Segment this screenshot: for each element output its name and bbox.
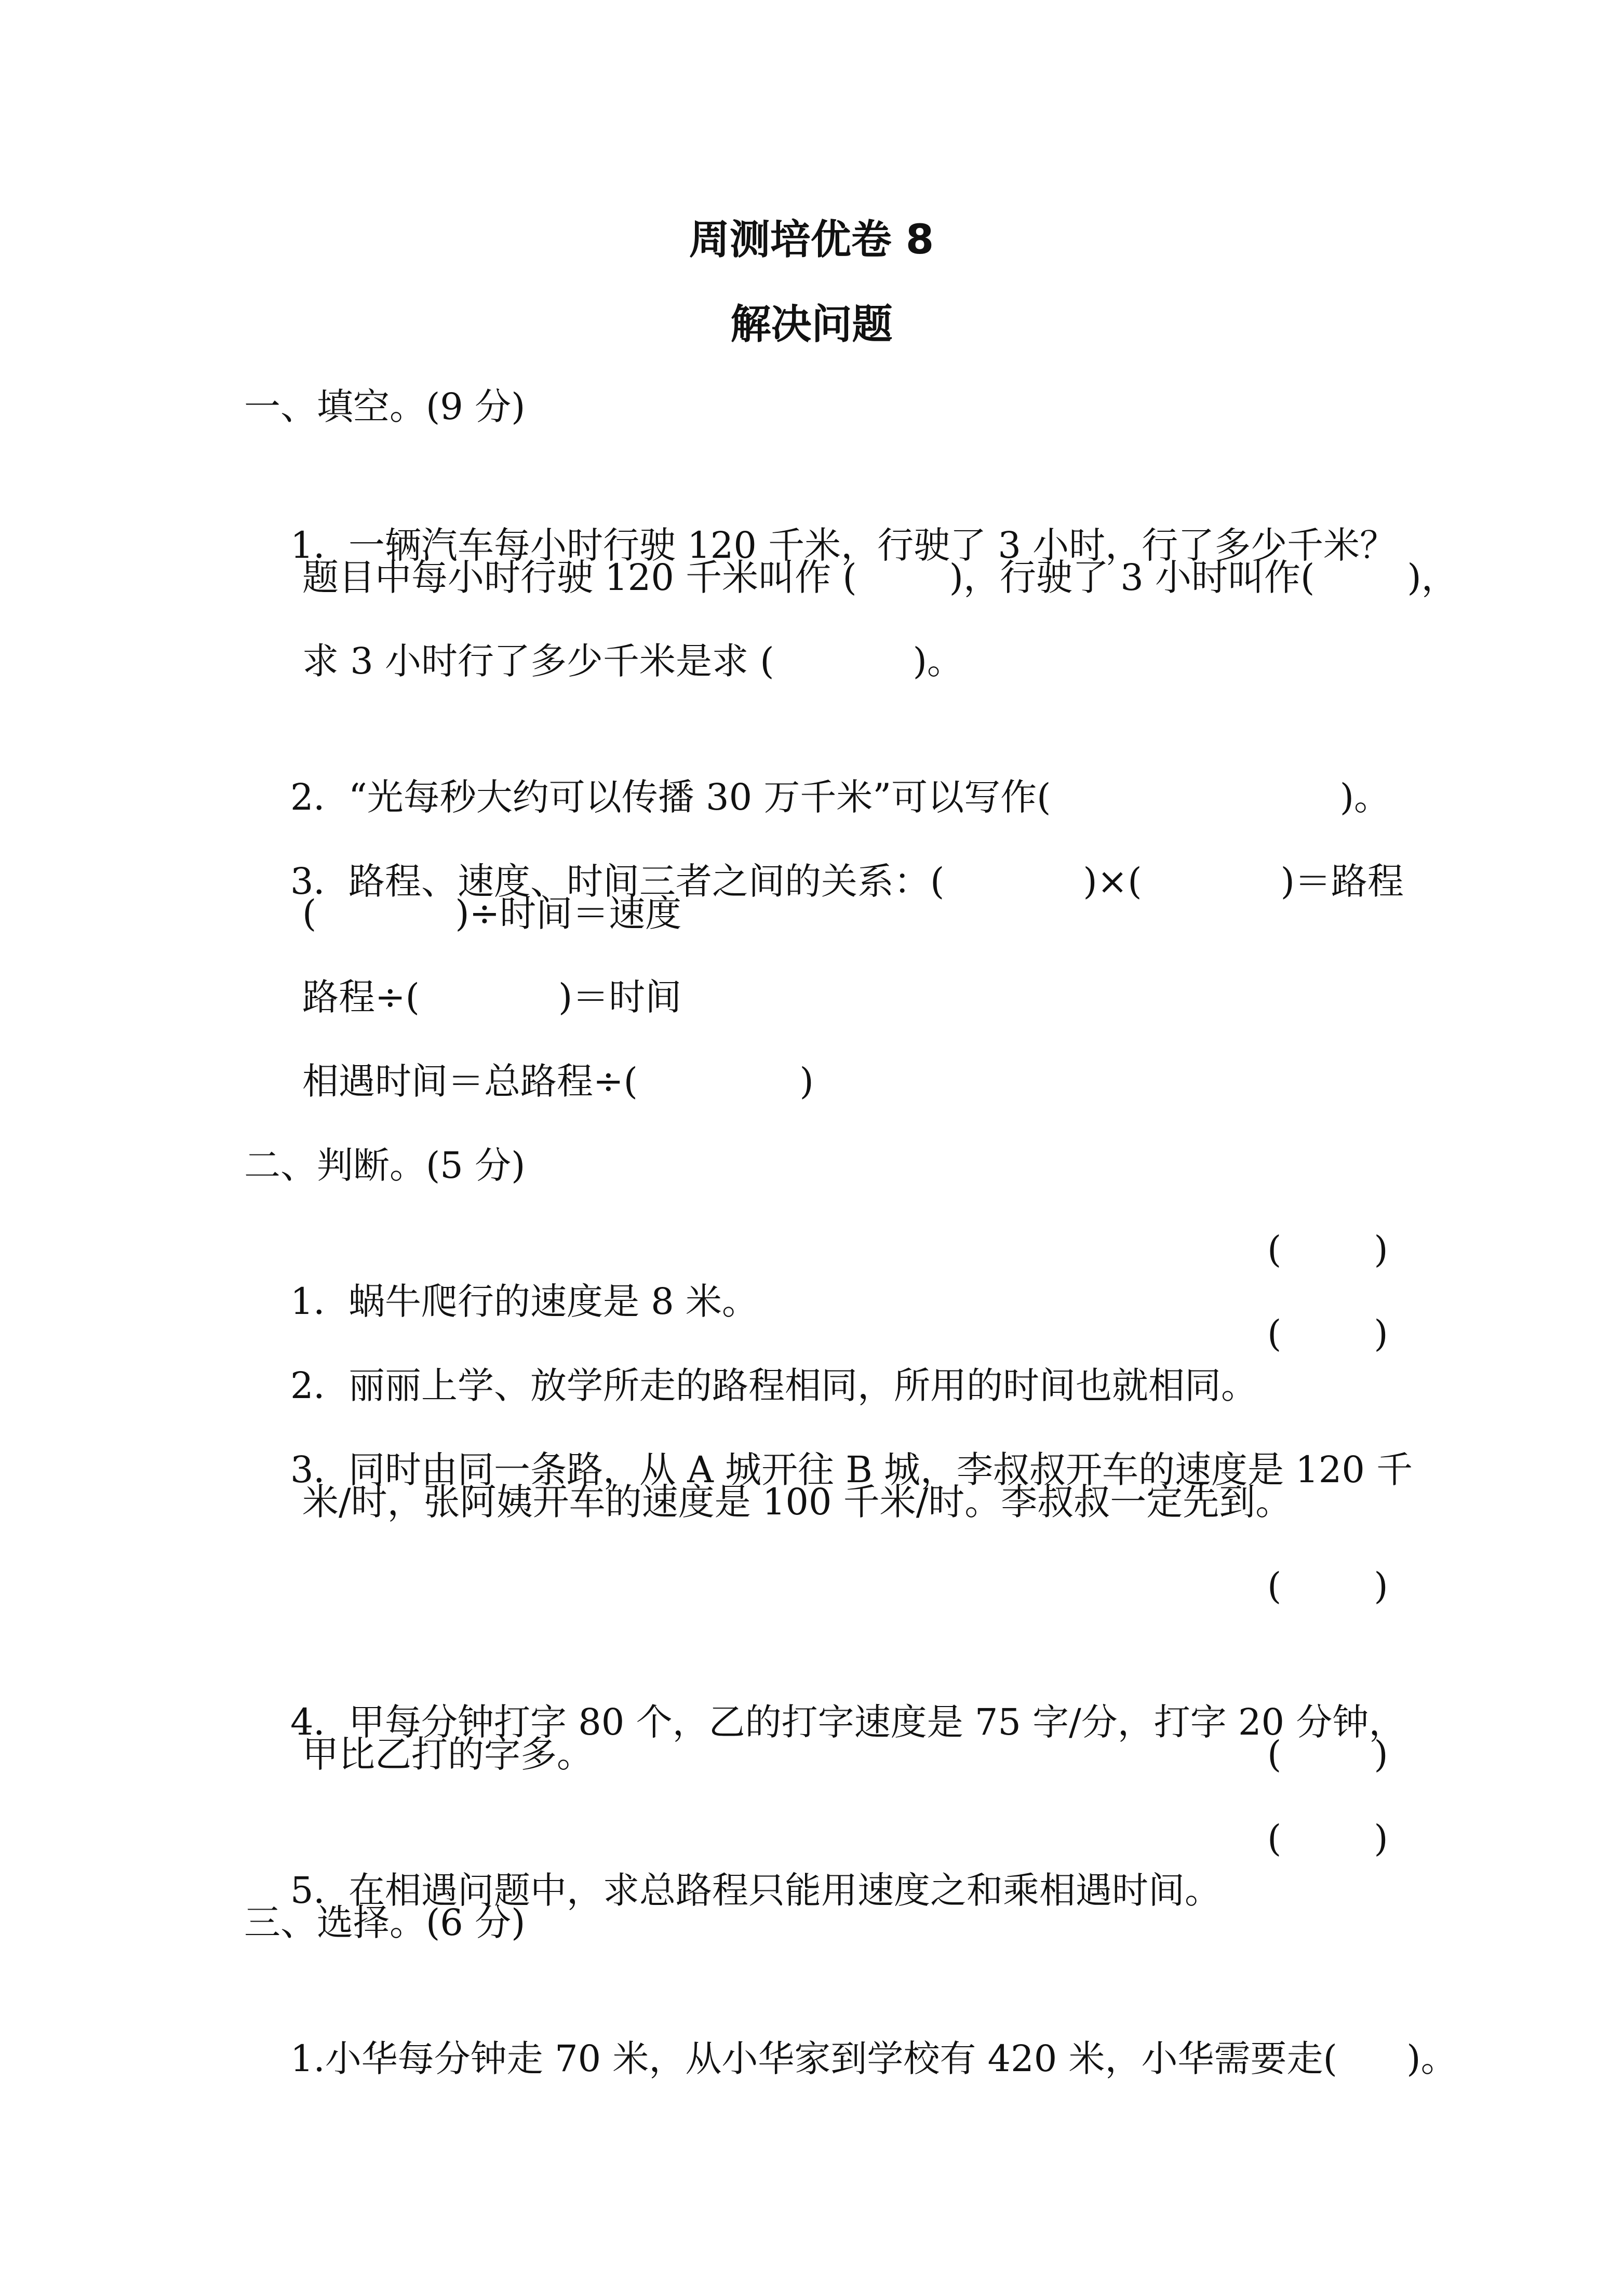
- section-heading-fill-blank: 一、填空。(9 分): [244, 385, 526, 428]
- s1-q3-line2: ( )÷时间＝速度: [302, 892, 682, 935]
- question-number: 4．: [290, 1701, 350, 1743]
- question-text: 蜗牛爬行的速度是 8 米。: [348, 1280, 759, 1323]
- question-number: 5．: [290, 1869, 350, 1912]
- s2-q4-line2: 甲比乙打的字多。: [302, 1733, 593, 1776]
- s2-q3-line2: 米/时，张阿姨开车的速度是 100 千米/时。李叔叔一定先到。: [302, 1481, 1292, 1523]
- question-number: 1．: [290, 1280, 350, 1323]
- s1-q1-line2: 题目中每小时行驶 120 千米叫作 ( )，行驶了 3 小时叫作( )，: [302, 556, 1458, 599]
- question-text: 在相遇问题中，求总路程只能用速度之和乘相遇时间。: [348, 1869, 1222, 1912]
- s3-q1: [244, 1981, 1457, 2137]
- question-number: 1．: [290, 524, 350, 567]
- question-number: 2．: [290, 1364, 350, 1407]
- question-text: 一辆汽车每小时行驶 120 千米，行驶了 3 小时，行了多少千米？: [348, 524, 1397, 567]
- answer-paren: ( ): [1267, 1817, 1388, 1860]
- page-title: 周测培优卷 8: [689, 217, 934, 263]
- page-subtitle: 解决问题: [730, 301, 893, 348]
- answer-paren: ( ): [1267, 1228, 1388, 1271]
- section-heading-true-false: 二、判断。(5 分): [244, 1144, 526, 1187]
- question-number: 1.: [290, 2037, 325, 2080]
- question-text: “光每秒大约可以传播 30 万千米”可以写作( )。: [348, 776, 1391, 818]
- question-text: 路程、速度、时间三者之间的关系：( )×( )＝路程: [348, 860, 1404, 903]
- question-text: 丽丽上学、放学所走的路程相同，所用的时间也就相同。: [348, 1364, 1258, 1407]
- s1-q3-line4: 相遇时间＝总路程÷( ): [302, 1060, 814, 1103]
- s1-q1-line3: 求 3 小时行了多少千米是求 ( )。: [302, 640, 963, 682]
- question-text: 同时由同一条路，从 A 城开往 B 城，李叔叔开车的速度是 120 千: [348, 1448, 1413, 1491]
- answer-paren: ( ): [1267, 1733, 1388, 1776]
- question-number: 3．: [290, 1448, 350, 1491]
- s1-q3-line3: 路程÷( )＝时间: [302, 976, 682, 1018]
- answer-paren: ( ): [1267, 1312, 1388, 1355]
- answer-paren: ( ): [1267, 1565, 1388, 1607]
- question-text: 甲每分钟打字 80 个，乙的打字速度是 75 字/分，打字 20 分钟，: [348, 1701, 1405, 1743]
- question-number: 3．: [290, 860, 350, 903]
- question-text: 小华每分钟走 70 米，从小华家到学校有 420 米，小华需要走( )。: [325, 2037, 1457, 2080]
- question-number: 2．: [290, 776, 350, 818]
- section-heading-choice: 三、选择。(6 分): [244, 1901, 526, 1944]
